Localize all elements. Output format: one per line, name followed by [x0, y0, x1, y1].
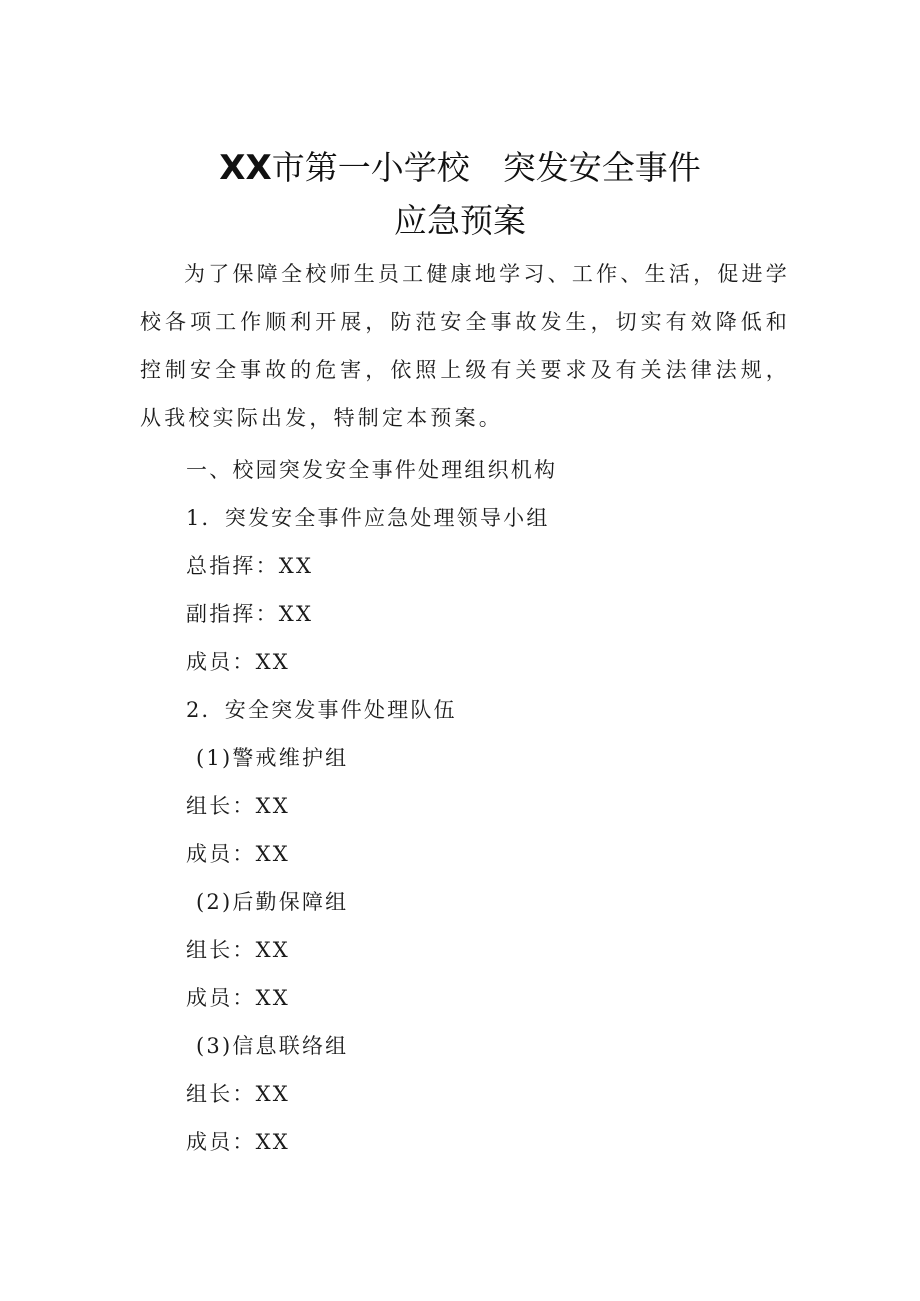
group-heading-logistics: (2)后勤保障组 — [196, 890, 349, 914]
title-xx: XX — [219, 148, 272, 188]
deputy-commander-line: 副指挥：XX — [186, 602, 314, 626]
section-heading-1: 一、校园突发安全事件处理组织机构 — [186, 458, 558, 482]
title-line1-text: 市第一小学校 突发安全事件 — [271, 148, 701, 187]
intro-paragraph: 为了保障全校师生员工健康地学习、工作、生活，促进学校各项工作顺利开展，防范安全事故发生，切实有效降低和控制安全事故的危害，依照上级有关要求及有关法律法规，从我校实际出发，特制定本预案。 — [140, 262, 790, 430]
group-members-line: 成员：XX — [186, 986, 290, 1010]
group-members-line: 成员：XX — [186, 842, 290, 866]
document-title-line1 — [0, 142, 920, 189]
document-title-line2: 应急预案 — [394, 201, 526, 240]
members-line: 成员：XX — [186, 650, 290, 674]
group-leader-line: 组长：XX — [186, 938, 290, 962]
group-heading-security: (1)警戒维护组 — [196, 746, 349, 770]
group-leader-line: 组长：XX — [186, 794, 290, 818]
group-heading-liaison: (3)信息联络组 — [196, 1034, 349, 1058]
group-leader-line: 组长：XX — [186, 1082, 290, 1106]
commander-line: 总指挥：XX — [186, 554, 314, 578]
subsection-heading-2: 2．安全突发事件处理队伍 — [186, 698, 457, 722]
subsection-heading-1: 1．突发安全事件应急处理领导小组 — [186, 506, 550, 530]
group-members-line: 成员：XX — [186, 1130, 290, 1154]
